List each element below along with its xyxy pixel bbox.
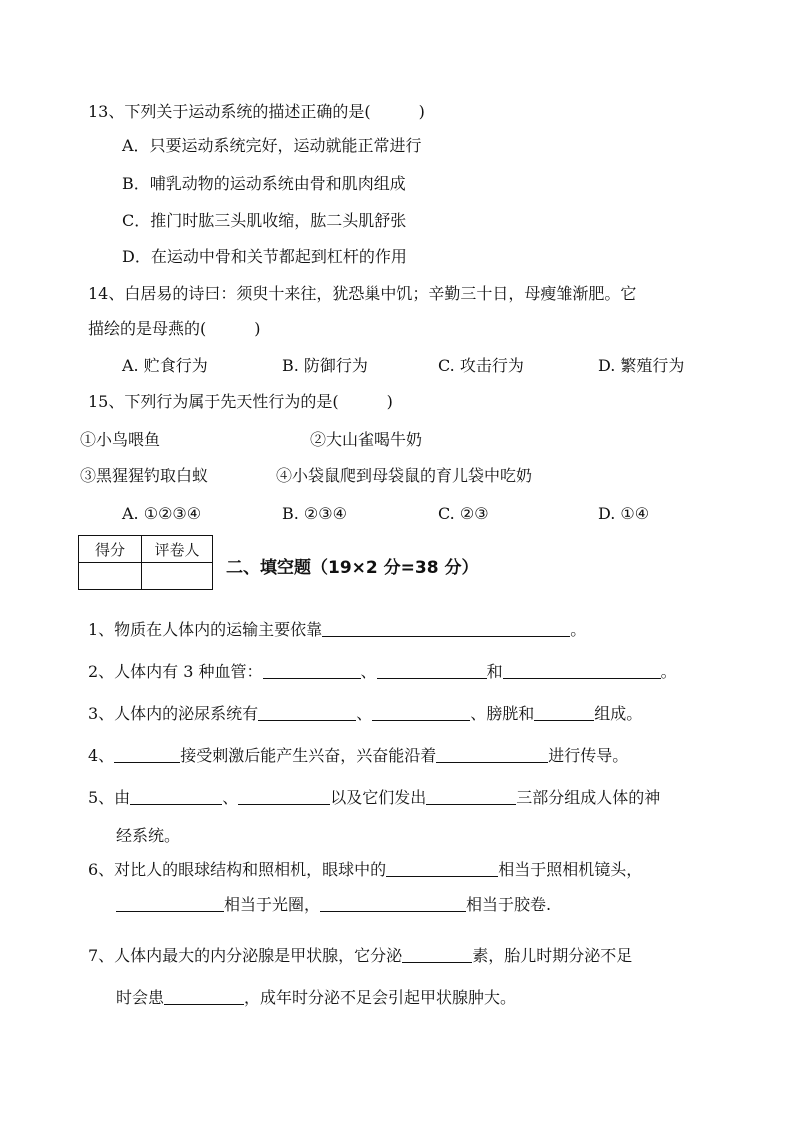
fill-q3-end: 组成。 — [594, 704, 643, 723]
fill-q7-end: ，成年时分泌不足会引起甲状腺肿大。 — [244, 988, 517, 1007]
q15-item-2: ②大山雀喝牛奶 — [310, 430, 423, 449]
blank — [114, 744, 180, 763]
q15-option-c: C. ②③ — [438, 504, 489, 523]
score-table — [78, 535, 213, 590]
fill-q3-text: 3、人体内的泌尿系统有 — [88, 704, 259, 723]
fill-q6 — [88, 858, 642, 881]
q15-item-4: ④小袋鼠爬到母袋鼠的育儿袋中吃奶 — [276, 466, 533, 485]
blank — [130, 786, 222, 805]
q13-option-b: B．哺乳动物的运动系统由骨和肌肉组成 — [122, 174, 406, 193]
blank — [164, 986, 244, 1005]
blank — [436, 744, 548, 763]
grader-cell — [142, 563, 213, 590]
fill-q5-line2: 经系统。 — [116, 826, 181, 845]
fill-q4-end: 进行传导。 — [548, 746, 629, 765]
fill-q1-text: 1、物质在人体内的运输主要依靠 — [88, 620, 323, 639]
fill-q4-num: 4、 — [88, 746, 115, 765]
fill-q7-line2-text: 时会患 — [116, 988, 165, 1007]
q13-option-d: D．在运动中骨和关节都起到杠杆的作用 — [122, 247, 407, 266]
fill-q6-aperture: 相当于光圈， — [224, 895, 321, 914]
fill-q7-line2 — [116, 986, 516, 1009]
fill-q7-mid: 素，胎儿时期分泌不足 — [472, 946, 633, 965]
fill-q2-and: 和 — [486, 662, 503, 681]
fill-q5-text: 5、由 — [88, 788, 131, 807]
fill-q6-end: 相当于照相机镜头， — [498, 860, 643, 879]
q14-option-c: C. 攻击行为 — [438, 356, 524, 375]
fill-q5-end: 三部分组成人体的神 — [516, 788, 661, 807]
fill-q5-sep: 、 — [222, 788, 239, 807]
fill-q6-film: 相当于胶卷. — [466, 895, 552, 914]
grader-header: 评卷人 — [142, 536, 213, 563]
fill-q2-end: 。 — [660, 662, 677, 681]
blank — [402, 944, 472, 963]
q15-option-b: B. ②③④ — [282, 504, 347, 523]
q14-option-a: A. 贮食行为 — [122, 356, 208, 375]
blank — [386, 858, 498, 877]
blank — [116, 893, 224, 912]
fill-q5-mid: 以及它们发出 — [330, 788, 427, 807]
q15-stem: 15、下列行为属于先天性行为的是( ) — [88, 392, 393, 411]
fill-q6-line2 — [116, 893, 551, 916]
blank — [258, 702, 356, 721]
fill-q7 — [88, 944, 632, 967]
q15-item-1: ①小鸟喂鱼 — [80, 430, 161, 449]
q13-stem: 13、下列关于运动系统的描述正确的是( ) — [88, 102, 425, 121]
fill-q1 — [88, 618, 586, 641]
q15-option-a: A. ①②③④ — [122, 504, 202, 523]
q14-option-d: D. 繁殖行为 — [598, 356, 685, 375]
q14-option-b: B. 防御行为 — [282, 356, 368, 375]
score-cell — [79, 563, 142, 590]
fill-q3 — [88, 702, 642, 725]
section-title: 二、填空题（19×2 分=38 分） — [226, 558, 479, 578]
q15-item-3: ③黑猩猩钓取白蚁 — [80, 466, 209, 485]
blank — [426, 786, 516, 805]
fill-q2 — [88, 660, 677, 683]
score-header: 得分 — [79, 536, 142, 563]
q13-option-c: C．推门时肱三头肌收缩，肱二头肌舒张 — [122, 211, 407, 230]
blank — [377, 660, 487, 679]
fill-q1-end: 。 — [570, 620, 587, 639]
fill-q3-mid: 、膀胱和 — [470, 704, 535, 723]
blank — [320, 893, 466, 912]
fill-q6-text: 6、对比人的眼球结构和照相机，眼球中的 — [88, 860, 387, 879]
blank — [534, 702, 594, 721]
fill-q7-text: 7、人体内最大的内分泌腺是甲状腺，它分泌 — [88, 946, 403, 965]
q14-stem-line1: 14、白居易的诗曰：须臾十来往，犹恐巢中饥；辛勤三十日，母瘦雏渐肥。它 — [88, 284, 637, 303]
fill-q3-sep: 、 — [356, 704, 373, 723]
fill-q4 — [88, 744, 628, 767]
blank — [263, 660, 361, 679]
blank — [503, 660, 661, 679]
fill-q5 — [88, 786, 660, 809]
fill-q2-sep: 、 — [360, 662, 377, 681]
blank — [238, 786, 330, 805]
blank — [322, 618, 570, 637]
blank — [372, 702, 470, 721]
fill-q2-text: 2、人体内有 3 种血管： — [88, 662, 263, 681]
q14-stem-line2: 描绘的是母燕的( ) — [88, 319, 261, 338]
q15-option-d: D. ①④ — [598, 504, 650, 523]
q13-option-a: A．只要运动系统完好，运动就能正常进行 — [122, 136, 422, 155]
fill-q4-mid: 接受刺激后能产生兴奋，兴奋能沿着 — [180, 746, 437, 765]
